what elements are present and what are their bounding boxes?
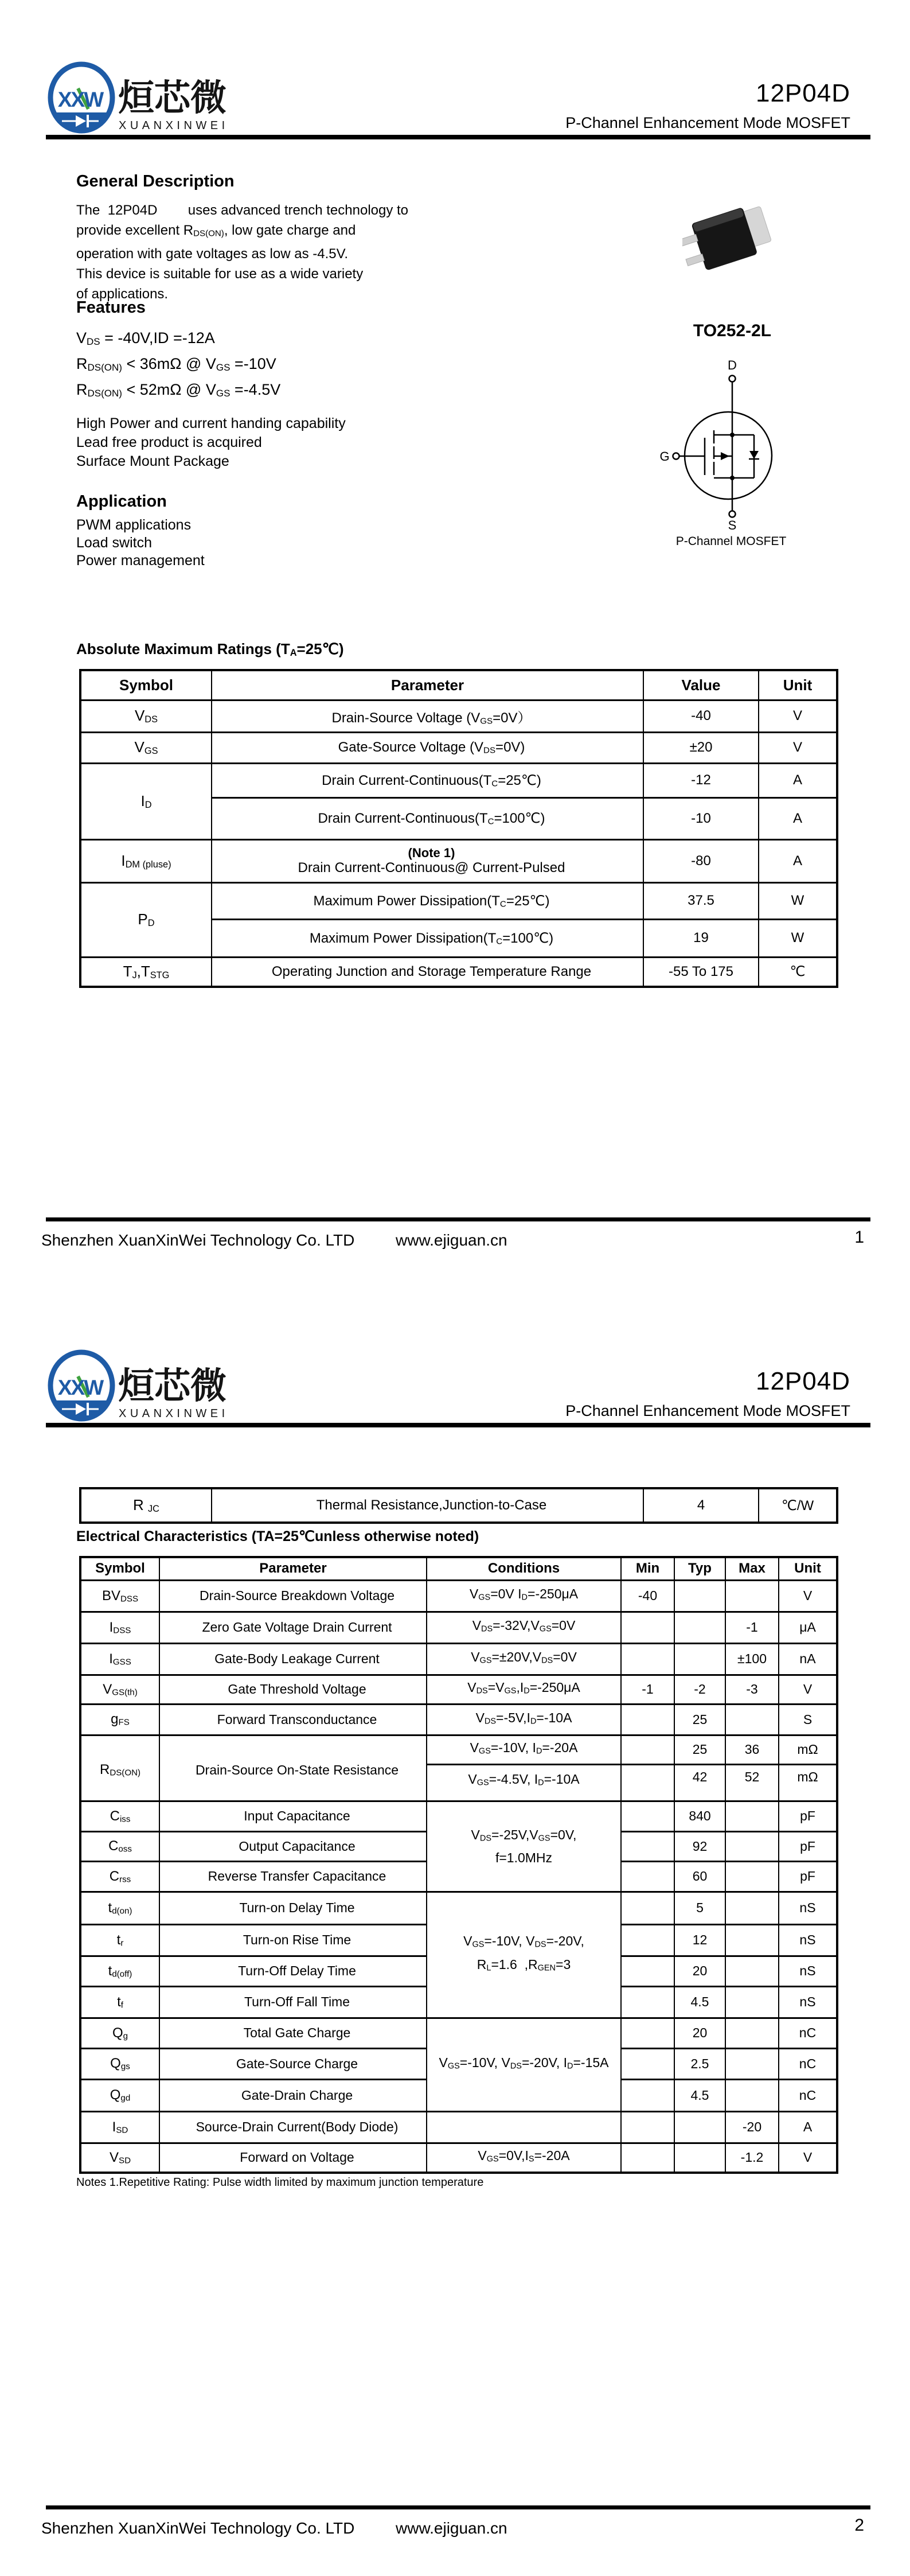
table-row bbox=[80, 1801, 837, 1831]
typ-cell bbox=[674, 1643, 725, 1675]
feature-spec: $V_{DS} = -40V,ID =-12A$ bbox=[76, 329, 215, 348]
parameter-cell: Gate-Drain Charge bbox=[159, 2079, 427, 2111]
table-row bbox=[80, 882, 837, 919]
table-row bbox=[80, 2143, 837, 2173]
abs-max-table bbox=[79, 669, 838, 988]
table-header-row bbox=[80, 1557, 837, 1580]
min-cell bbox=[621, 1956, 674, 1986]
unit-cell: nC bbox=[779, 2018, 837, 2048]
col-header-unit: Unit bbox=[759, 670, 837, 700]
logo-chinese-name: 烜芯微 bbox=[118, 1366, 226, 1406]
note-ref: (Note 1) bbox=[408, 845, 455, 860]
table-row bbox=[80, 1675, 837, 1704]
symbol-cell: $Q_g$ bbox=[80, 2018, 159, 2048]
symbol-cell: R $_{JC}$ bbox=[80, 1488, 212, 1523]
footer-website: www.ejiguan.cn bbox=[396, 1231, 507, 1249]
parameter-cell: Turn-on Delay Time bbox=[159, 1892, 427, 1924]
brand-logo-icon bbox=[46, 1348, 235, 1422]
drain-pin-label: D bbox=[728, 360, 737, 372]
parameter-cell: Total Gate Charge bbox=[159, 2018, 427, 2048]
parameter-text: Drain Current-Continuous@ Current-Pulsed bbox=[298, 859, 565, 875]
value-cell: -12 bbox=[643, 763, 759, 797]
unit-cell: V bbox=[759, 732, 837, 763]
typ-cell: 4.5 bbox=[674, 2079, 725, 2111]
max-cell bbox=[725, 1704, 779, 1735]
typ-cell: -2 bbox=[674, 1675, 725, 1704]
min-cell bbox=[621, 2079, 674, 2111]
thermal-table bbox=[79, 1487, 838, 1524]
value-cell: -40 bbox=[643, 700, 759, 732]
features-bullets bbox=[76, 414, 346, 471]
typ-cell: 25 bbox=[674, 1704, 725, 1735]
conditions-cell: $V_{GS}=0V,I_S=-20A$ bbox=[427, 2143, 621, 2173]
min-cell bbox=[621, 1801, 674, 1831]
unit-cell: pF bbox=[779, 1861, 837, 1892]
col-header-unit: Unit bbox=[779, 1557, 837, 1580]
conditions-cell: $V_{GS}=-4.5V$, $I_D=-10A$ bbox=[427, 1764, 621, 1801]
parameter-cell: Forward Transconductance bbox=[159, 1704, 427, 1735]
max-cell: -1.2 bbox=[725, 2143, 779, 2173]
header-rule bbox=[46, 135, 870, 139]
conditions-cell: $V_{DS}=V_{GS},I_D=-250\mu A$ bbox=[427, 1675, 621, 1704]
unit-cell: V bbox=[779, 2143, 837, 2173]
parameter-cell: Reverse Transfer Capacitance bbox=[159, 1861, 427, 1892]
max-cell: ±100 bbox=[725, 1643, 779, 1675]
package-label: TO252-2L bbox=[693, 321, 772, 340]
table-row bbox=[80, 1643, 837, 1675]
value-cell: -80 bbox=[643, 839, 759, 882]
notes-text: Notes 1.Repetitive Rating: Pulse width limited by maximum junction temperature bbox=[76, 2176, 484, 2189]
table-row bbox=[80, 1580, 837, 1612]
symbol-cell: $I_D$ bbox=[80, 763, 212, 839]
logo-english-name: XUANXINWEI bbox=[119, 119, 229, 132]
min-cell: -40 bbox=[621, 1580, 674, 1612]
feature-bullet: Lead free product is acquired bbox=[76, 434, 262, 450]
min-cell bbox=[621, 2048, 674, 2079]
symbol-cell: $V_{GS}$ bbox=[80, 732, 212, 763]
page-number: 1 bbox=[854, 1228, 864, 1247]
application-item: Power management bbox=[76, 552, 205, 569]
parameter-cell: Gate-Body Leakage Current bbox=[159, 1643, 427, 1675]
footer-website: www.ejiguan.cn bbox=[396, 2519, 507, 2537]
gate-pin-label: G bbox=[659, 449, 670, 464]
unit-cell: V bbox=[759, 700, 837, 732]
unit-cell: μA bbox=[779, 1612, 837, 1643]
min-cell: -1 bbox=[621, 1675, 674, 1704]
typ-cell bbox=[674, 2111, 725, 2143]
parameter-cell: Turn-Off Fall Time bbox=[159, 1986, 427, 2018]
parameter-cell: Turn-on Rise Time bbox=[159, 1924, 427, 1956]
parameter-cell: Operating Junction and Storage Temperature Range bbox=[212, 957, 643, 987]
table-row bbox=[80, 2018, 837, 2048]
typ-cell: 2.5 bbox=[674, 2048, 725, 2079]
max-cell bbox=[725, 1861, 779, 1892]
typ-cell: 20 bbox=[674, 1956, 725, 1986]
max-cell bbox=[725, 1986, 779, 2018]
symbol-cell: $C_{rss}$ bbox=[80, 1861, 159, 1892]
part-number-title: 12P04D bbox=[755, 1367, 850, 1395]
header-rule bbox=[46, 1423, 870, 1427]
parameter-cell: Zero Gate Voltage Drain Current bbox=[159, 1612, 427, 1643]
application-items bbox=[76, 516, 205, 570]
parameter-cell: Maximum Power $Dissipation(T_C=100℃)$ bbox=[212, 919, 643, 957]
table-row bbox=[80, 1735, 837, 1764]
max-cell bbox=[725, 1892, 779, 1924]
min-cell bbox=[621, 2143, 674, 2173]
mosfet-caption: P-Channel MOSFET bbox=[675, 535, 787, 548]
unit-cell: mΩ bbox=[779, 1735, 837, 1764]
logo-acronym: XXW bbox=[57, 1376, 103, 1399]
parameter-cell: Turn-Off Delay Time bbox=[159, 1956, 427, 1986]
logo-chinese-name: 烜芯微 bbox=[118, 78, 226, 118]
col-header-conditions: Conditions bbox=[427, 1557, 621, 1580]
parameter-cell: Maximum Power $Dissipation(T_C=25℃)$ bbox=[212, 882, 643, 919]
table-row bbox=[80, 2111, 837, 2143]
package-photo bbox=[682, 201, 780, 284]
min-cell bbox=[621, 1612, 674, 1643]
max-cell bbox=[725, 1801, 779, 1831]
footer-rule bbox=[46, 2505, 870, 2509]
features-specs bbox=[76, 327, 280, 404]
feature-bullet: Surface Mount Package bbox=[76, 453, 229, 469]
unit-cell: nC bbox=[779, 2048, 837, 2079]
symbol-cell: $Q_{gs}$ bbox=[80, 2048, 159, 2079]
unit-cell: nS bbox=[779, 1924, 837, 1956]
symbol-cell: $T_J,T_{STG}$ bbox=[80, 957, 212, 987]
logo-english-name: XUANXINWEI bbox=[119, 1407, 229, 1420]
general-description-section bbox=[76, 172, 478, 304]
section-title: General Description bbox=[76, 172, 235, 190]
symbol-cell: $I_{GSS}$ bbox=[80, 1643, 159, 1675]
symbol-cell: $I_{SD}$ bbox=[80, 2111, 159, 2143]
value-cell: -55 To 175 bbox=[643, 957, 759, 987]
max-cell: -1 bbox=[725, 1612, 779, 1643]
features-title: Features bbox=[76, 298, 146, 317]
electrical-table bbox=[79, 1556, 838, 2174]
parameter-cell: Gate-Source Voltage $(V_{DS}=0V)$ bbox=[212, 732, 643, 763]
typ-cell: 92 bbox=[674, 1831, 725, 1861]
unit-cell: nC bbox=[779, 2079, 837, 2111]
typ-cell bbox=[674, 1612, 725, 1643]
max-cell bbox=[725, 1956, 779, 1986]
unit-cell: V bbox=[779, 1675, 837, 1704]
unit-cell: nA bbox=[779, 1643, 837, 1675]
min-cell bbox=[621, 1861, 674, 1892]
table-row bbox=[80, 1892, 837, 1924]
doc-subtitle: P-Channel Enhancement Mode MOSFET bbox=[565, 1402, 850, 1419]
symbol-cell: $g_{FS}$ bbox=[80, 1704, 159, 1735]
max-cell bbox=[725, 2018, 779, 2048]
description-line: provide excellent $R_{DS(ON)}$, low gate charge and bbox=[76, 223, 356, 239]
min-cell bbox=[621, 1764, 674, 1801]
symbol-cell: $V_{GS(th)}$ bbox=[80, 1675, 159, 1704]
application-item: PWM applications bbox=[76, 517, 192, 533]
parameter-cell bbox=[212, 839, 643, 882]
parameter-cell: Drain-Source Breakdown Voltage bbox=[159, 1580, 427, 1612]
footer-company: Shenzhen XuanXinWei Technology Co. LTD bbox=[41, 1231, 355, 1249]
table-row bbox=[80, 732, 837, 763]
typ-cell: 42 bbox=[674, 1764, 725, 1801]
table-row bbox=[80, 700, 837, 732]
col-header-min: Min bbox=[621, 1557, 674, 1580]
symbol-cell: $C_{iss}$ bbox=[80, 1801, 159, 1831]
conditions-cell: $V_{DS}=-32V,V_{GS}=0V$ bbox=[427, 1612, 621, 1643]
col-header-typ: Typ bbox=[674, 1557, 725, 1580]
unit-cell: ℃ bbox=[759, 957, 837, 987]
unit-cell: nS bbox=[779, 1956, 837, 1986]
unit-cell: W bbox=[759, 882, 837, 919]
min-cell bbox=[621, 1986, 674, 2018]
parameter-cell: Forward on Voltage bbox=[159, 2143, 427, 2173]
symbol-cell: $t_f$ bbox=[80, 1986, 159, 2018]
mosfet-arrow-icon bbox=[721, 452, 729, 460]
symbol-cell: $t_{d(off)}$ bbox=[80, 1956, 159, 1986]
unit-cell: V bbox=[779, 1580, 837, 1612]
table-header-row bbox=[80, 670, 837, 700]
feature-spec: $R_{DS(ON)} < 36m\Omega$ @ $V_{GS} =-10V$ bbox=[76, 355, 276, 373]
unit-cell: ℃/W bbox=[759, 1488, 837, 1523]
min-cell bbox=[621, 1643, 674, 1675]
typ-cell: 25 bbox=[674, 1735, 725, 1764]
conditions-cell: $V_{DS}=-25V,V_{GS}=0V$, f=1.0MHz bbox=[427, 1801, 621, 1892]
typ-cell bbox=[674, 2143, 725, 2173]
description-line: This device is suitable for use as a wide variety bbox=[76, 266, 364, 282]
parameter-cell: Drain-Source On-State Resistance bbox=[159, 1735, 427, 1801]
parameter-cell: Input Capacitance bbox=[159, 1801, 427, 1831]
unit-cell: A bbox=[759, 763, 837, 797]
unit-cell: mΩ bbox=[779, 1764, 837, 1801]
conditions-cell: $V_{GS}=0V$ $I_D=-250\mu A$ bbox=[427, 1580, 621, 1612]
unit-cell: pF bbox=[779, 1831, 837, 1861]
col-header-value: Value bbox=[643, 670, 759, 700]
parameter-cell: Output Capacitance bbox=[159, 1831, 427, 1861]
logo-acronym: XXW bbox=[57, 88, 103, 111]
part-number-title: 12P04D bbox=[755, 79, 850, 107]
unit-cell: A bbox=[759, 797, 837, 839]
table-row bbox=[80, 1488, 837, 1523]
min-cell bbox=[621, 1704, 674, 1735]
conditions-cell: $V_{GS}=-10V$, $I_D=-20A$ bbox=[427, 1735, 621, 1764]
max-cell bbox=[725, 2048, 779, 2079]
value-cell: -10 bbox=[643, 797, 759, 839]
col-header-symbol: Symbol bbox=[80, 670, 212, 700]
mosfet-symbol-diagram bbox=[657, 360, 800, 532]
typ-cell: 5 bbox=[674, 1892, 725, 1924]
symbol-cell: $C_{oss}$ bbox=[80, 1831, 159, 1861]
page-number: 2 bbox=[854, 2516, 864, 2535]
symbol-cell: $I_{DSS}$ bbox=[80, 1612, 159, 1643]
unit-cell: W bbox=[759, 919, 837, 957]
symbol-cell: $BV_{DSS}$ bbox=[80, 1580, 159, 1612]
conditions-cell: $V_{DS}=-5V,I_D=-10A$ bbox=[427, 1704, 621, 1735]
conditions-cell: $V_{GS}=\pm 20V,V_{DS}=0V$ bbox=[427, 1643, 621, 1675]
col-header-parameter: Parameter bbox=[212, 670, 643, 700]
feature-spec: $R_{DS(ON)} < 52m\Omega$ @ $V_{GS} =-4.5V$ bbox=[76, 381, 281, 399]
min-cell bbox=[621, 1924, 674, 1956]
conditions-cell bbox=[427, 2111, 621, 2143]
value-cell: 37.5 bbox=[643, 882, 759, 919]
description-line: of applications. bbox=[76, 286, 169, 302]
min-cell bbox=[621, 2111, 674, 2143]
table-row bbox=[80, 1612, 837, 1643]
typ-cell: 20 bbox=[674, 2018, 725, 2048]
electrical-title: Electrical Characteristics (TA=25℃unless otherwise noted) bbox=[76, 1528, 479, 1544]
abs-max-title: Absolute Maximum Ratings $(T_A=25℃)$ bbox=[76, 640, 344, 658]
symbol-cell: $P_D$ bbox=[80, 882, 212, 957]
table-row bbox=[80, 1704, 837, 1735]
symbol-cell: $t_r$ bbox=[80, 1924, 159, 1956]
typ-cell: 60 bbox=[674, 1861, 725, 1892]
unit-cell: S bbox=[779, 1704, 837, 1735]
max-cell bbox=[725, 1924, 779, 1956]
symbol-cell: $t_{d(on)}$ bbox=[80, 1892, 159, 1924]
max-cell bbox=[725, 1580, 779, 1612]
typ-cell: 12 bbox=[674, 1924, 725, 1956]
max-cell bbox=[725, 2079, 779, 2111]
description-line: operation with gate voltages as low as -4.5V. bbox=[76, 246, 349, 262]
unit-cell: pF bbox=[779, 1801, 837, 1831]
application-title: Application bbox=[76, 492, 167, 511]
typ-cell bbox=[674, 1580, 725, 1612]
col-header-symbol: Symbol bbox=[80, 1557, 159, 1580]
conditions-cell: $V_{GS}=-10V$, $V_{DS}=-20V$, $R_L=1.6$ $,R_{GEN}=3$ bbox=[427, 1892, 621, 2018]
conditions-cell: $V_{GS}=-10V$, $V_{DS}=-20V$, $I_D=-15A$ bbox=[427, 2018, 621, 2111]
max-cell: -3 bbox=[725, 1675, 779, 1704]
min-cell bbox=[621, 1735, 674, 1764]
symbol-cell: $I_{DM (pluse)}$ bbox=[80, 839, 212, 882]
max-cell bbox=[725, 1831, 779, 1861]
min-cell bbox=[621, 1892, 674, 1924]
col-header-parameter: Parameter bbox=[159, 1557, 427, 1580]
min-cell bbox=[621, 2018, 674, 2048]
min-cell bbox=[621, 1831, 674, 1861]
table-row bbox=[80, 839, 837, 882]
unit-cell: nS bbox=[779, 1892, 837, 1924]
description-line: The 12P04D uses advanced trench technology to bbox=[76, 203, 409, 218]
value-cell: 19 bbox=[643, 919, 759, 957]
typ-cell: 4.5 bbox=[674, 1986, 725, 2018]
footer-rule bbox=[46, 1217, 870, 1221]
parameter-cell: Thermal Resistance,Junction-to-Case bbox=[212, 1488, 643, 1523]
parameter-cell: Drain-Source Voltage $(V_{GS}=0V)$ bbox=[212, 700, 643, 732]
symbol-cell: $R_{DS(ON)}$ bbox=[80, 1735, 159, 1801]
max-cell: 52 bbox=[725, 1764, 779, 1801]
symbol-cell: $V_{SD}$ bbox=[80, 2143, 159, 2173]
brand-logo-icon bbox=[46, 60, 235, 134]
col-header-max: Max bbox=[725, 1557, 779, 1580]
datasheet-page-2 bbox=[0, 1288, 910, 2576]
parameter-cell: Drain Current-$Continuous(T_C=25℃)$ bbox=[212, 763, 643, 797]
table-row bbox=[80, 957, 837, 987]
unit-cell: nS bbox=[779, 1986, 837, 2018]
parameter-cell: Gate Threshold Voltage bbox=[159, 1675, 427, 1704]
body-diode-icon bbox=[749, 451, 759, 459]
footer-company: Shenzhen XuanXinWei Technology Co. LTD bbox=[41, 2519, 355, 2537]
value-cell: ±20 bbox=[643, 732, 759, 763]
parameter-cell: Gate-Source Charge bbox=[159, 2048, 427, 2079]
application-item: Load switch bbox=[76, 535, 153, 551]
parameter-cell: Drain Current-$Continuous(T_C=100℃)$ bbox=[212, 797, 643, 839]
unit-cell: A bbox=[779, 2111, 837, 2143]
max-cell: -20 bbox=[725, 2111, 779, 2143]
typ-cell: 840 bbox=[674, 1801, 725, 1831]
unit-cell: A bbox=[759, 839, 837, 882]
symbol-cell: $V_{DS}$ bbox=[80, 700, 212, 732]
table-row bbox=[80, 763, 837, 797]
feature-bullet: High Power and current handing capability bbox=[76, 415, 346, 431]
doc-subtitle: P-Channel Enhancement Mode MOSFET bbox=[565, 114, 850, 131]
parameter-cell: Source-Drain Current(Body Diode) bbox=[159, 2111, 427, 2143]
symbol-cell: $Q_{gd}$ bbox=[80, 2079, 159, 2111]
source-pin-label: S bbox=[728, 518, 737, 532]
value-cell: 4 bbox=[643, 1488, 759, 1523]
max-cell: 36 bbox=[725, 1735, 779, 1764]
